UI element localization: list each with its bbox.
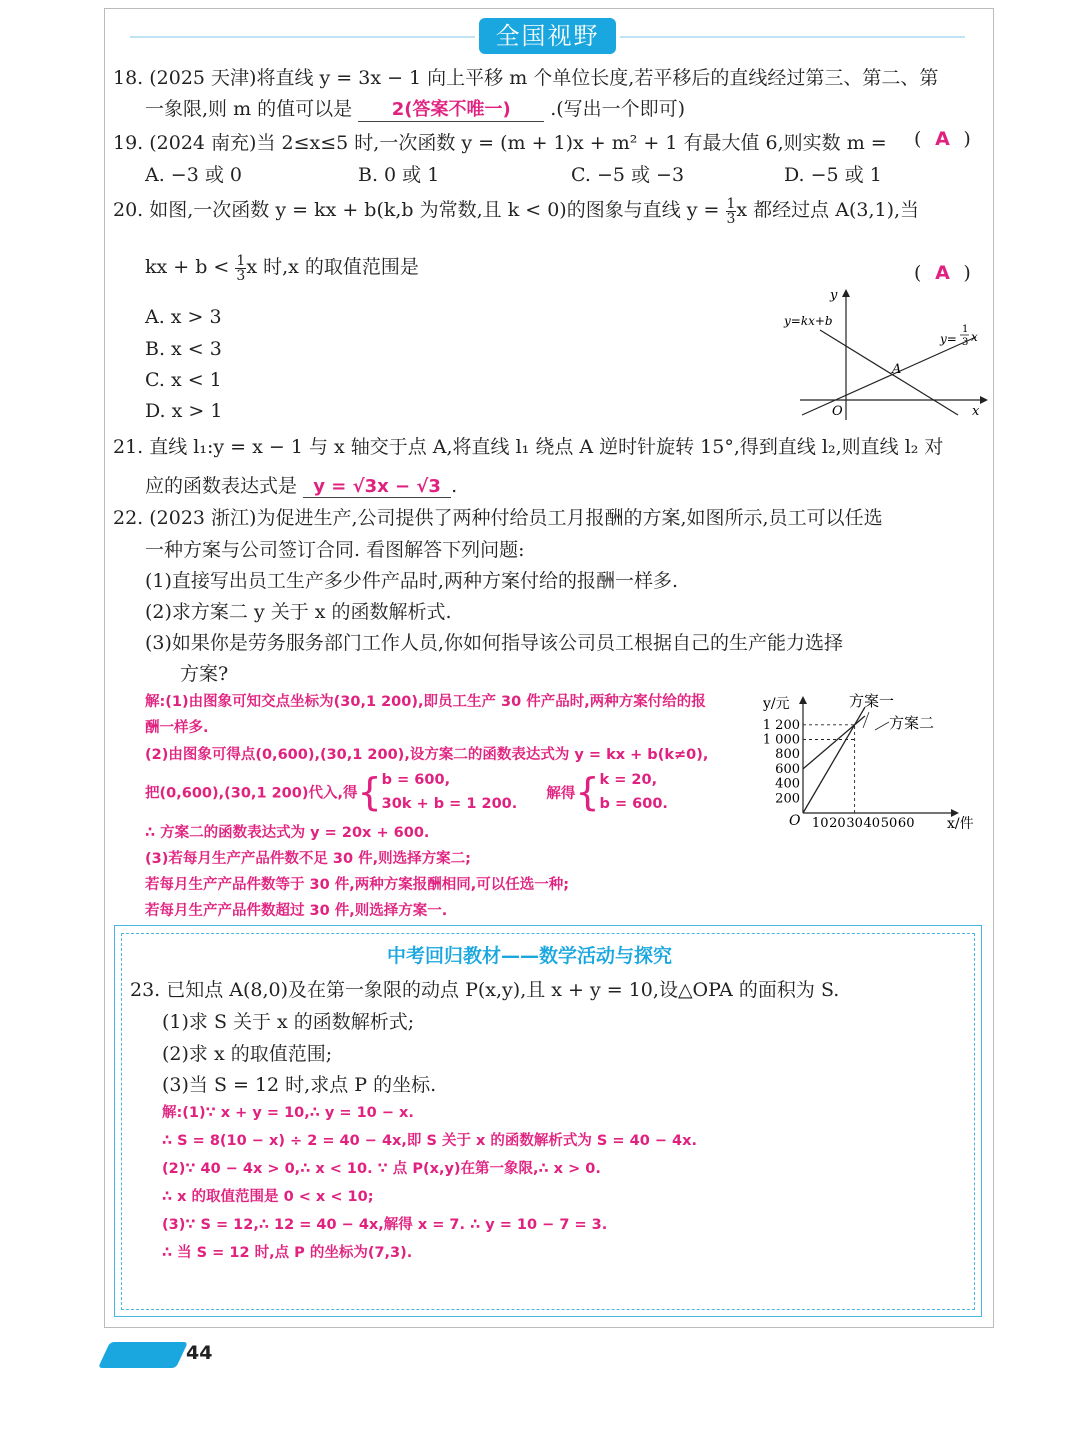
q22-sol-system <box>145 768 668 816</box>
q19-option-b: B. 0 或 1 <box>358 164 440 186</box>
q20-stem-pre: 20. 如图,一次函数 y = kx + b(k,b 为常数,且 k < 0)的图象与直线 y = <box>113 199 720 221</box>
q20-frac2-den: 3 <box>236 267 246 284</box>
q22-sol-line1: 解:(1)由图象可知交点坐标为(30,1 200),即员工生产 30 件产品时,两种方案付给的报 <box>145 694 706 710</box>
banner-rule-right <box>620 36 965 38</box>
q18-answer: 2(答案不唯一) <box>358 95 544 122</box>
q23-line1: 23. 已知点 A(8,0)及在第一象限的动点 P(x,y),且 x + y = 10,设△OPA 的面积为 S. <box>130 979 840 1001</box>
section-title: 中考回归教材——数学活动与探究 <box>387 945 673 967</box>
q22-system-2 <box>600 768 668 816</box>
q22-solve-label: 解得 <box>546 785 576 802</box>
q22-chart-series <box>803 707 865 813</box>
q22-x-tick-1: 20 <box>829 816 846 831</box>
q20-fraction <box>726 197 737 226</box>
q20-line-third <box>802 337 976 415</box>
q20-fraction-2 <box>235 254 246 283</box>
q23-sol-line3: (2)∵ 40 − 4x > 0,∴ x < 10. ∵ 点 P(x,y)在第一象限,∴ x > 0. <box>162 1161 601 1177</box>
q20-line2-label-pre: y= <box>940 332 957 346</box>
q22-y-tick-4: 400 <box>775 776 800 792</box>
banner-rule-left <box>130 36 475 38</box>
q22-chart <box>755 688 985 838</box>
q21-line2-pre: 应的函数表达式是 <box>145 475 298 497</box>
q20-frac-den: 3 <box>726 210 736 227</box>
q22-system-1 <box>382 768 518 816</box>
q20-y-label: y <box>830 288 838 303</box>
q22-x-tick-2: 30 <box>846 816 863 831</box>
q22-part1: (1)直接写出员工生产多少件产品时,两种方案付给的报酬一样多. <box>145 570 678 592</box>
q22-y-tick-2: 800 <box>775 747 800 763</box>
q22-y-arrow <box>799 696 807 704</box>
q19-option-c: C. −5 或 −3 <box>571 164 685 186</box>
q20-line-kxb <box>820 330 958 415</box>
q20-option-c: C. x < 1 <box>145 369 222 391</box>
q20-option-b: B. x < 3 <box>145 338 222 360</box>
q22-origin: O <box>789 813 801 829</box>
q21-answer: y = √3x − √3 <box>303 476 451 498</box>
q22-eq1: b = 600, <box>381 772 451 788</box>
q23-part3: (3)当 S = 12 时,求点 P 的坐标. <box>162 1074 437 1096</box>
q23-part2: (2)求 x 的取值范围; <box>162 1043 333 1065</box>
q19-answer-box: ( A ) <box>914 128 971 150</box>
q22-series1-line <box>803 707 865 813</box>
q19-option-a: A. −3 或 0 <box>145 164 242 186</box>
q22-y-tick-0: 1 200 <box>762 717 800 733</box>
q22-x-tick-3: 40 <box>863 816 881 831</box>
q20-graph <box>780 285 990 425</box>
q22-brace-1: { <box>357 770 382 814</box>
q20-y-arrow <box>842 289 850 297</box>
q21-line1: 21. 直线 l₁:y = x − 1 与 x 轴交于点 A,将直线 l₁ 绕点 A 逆时针旋转 15°,得到直线 l₂,则直线 l₂ 对 <box>113 436 944 458</box>
q20-stem-post: x 都经过点 A(3,1),当 <box>736 199 920 221</box>
q22-sol-line6: ∴ 方案二的函数表达式为 y = 20x + 600. <box>145 825 430 841</box>
q22-y-label: y/元 <box>763 696 790 712</box>
q22-line1: 22. (2023 浙江)为促进生产,公司提供了两种付给员工月报酬的方案,如图所示,员工可以任选 <box>113 507 883 529</box>
q23-sol-line5: (3)∵ S = 12,∴ 12 = 40 − 4x,解得 x = 7. ∴ y = 10 − 7 = 3. <box>162 1217 608 1233</box>
q22-series1-label: 方案一 <box>849 692 895 710</box>
q22-series2-leader <box>875 722 889 730</box>
q20-frac-num: 1 <box>726 195 736 212</box>
q22-y-ticks <box>763 718 800 807</box>
q20-line1-label: y=kx+b <box>784 314 833 328</box>
q22-series1-leader <box>863 712 869 728</box>
page-tab <box>98 1342 188 1368</box>
q20-line2-label-post: x <box>971 330 978 344</box>
q23-part1: (1)求 S 关于 x 的函数解析式; <box>162 1011 415 1033</box>
q22-sol-substitute: 把(0,600),(30,1 200)代入,得 <box>145 785 358 802</box>
q22-res2: b = 600. <box>599 796 668 812</box>
q22-x-tick-5: 60 <box>897 816 915 831</box>
q22-part3b: 方案? <box>180 663 229 685</box>
q22-sol-line3: (2)由图象可得点(0,600),(30,1 200),设方案二的函数表达式为 y = kx + b(k≠0), <box>145 747 709 763</box>
q20-point-a: A <box>892 362 902 377</box>
q22-y-tick-5: 200 <box>775 791 800 807</box>
section-banner: 全国视野 <box>479 18 616 54</box>
page-number: 44 <box>186 1342 213 1364</box>
q18-line2-post: .(写出一个即可) <box>550 98 686 120</box>
q22-sol-line8: 若每月生产产品件数等于 30 件,两种方案报酬相同,可以任选一种; <box>145 877 570 893</box>
q22-sol-line7: (3)若每月生产产品件数不足 30 件,则选择方案二; <box>145 851 471 867</box>
q20-line2-frac-den: 3 <box>962 337 969 348</box>
q20-x-label: x <box>972 404 980 419</box>
q22-part2: (2)求方案二 y 关于 x 的函数解析式. <box>145 601 452 623</box>
q21-line2: 应的函数表达式是 y = √3x − √3 . <box>145 475 458 497</box>
q22-eq2: 30k + b = 1 200. <box>381 796 518 812</box>
q23-sol-line4: ∴ x 的取值范围是 0 < x < 10; <box>162 1189 374 1205</box>
q22-x-label: x/件 <box>947 816 974 832</box>
q20-origin: O <box>832 404 843 419</box>
q19-option-d: D. −5 或 1 <box>784 164 882 186</box>
q23-sol-line6: ∴ 当 S = 12 时,点 P 的坐标为(7,3). <box>162 1245 413 1261</box>
q22-sol-line2: 酬一样多. <box>145 720 209 736</box>
q18-line1: 18. (2025 天津)将直线 y = 3x − 1 向上平移 m 个单位长度,若平移后的直线经过第三、第二、第 <box>113 67 939 89</box>
q22-y-tick-3: 600 <box>775 761 800 777</box>
q20-frac2-num: 1 <box>236 252 246 269</box>
q19-answer: A <box>935 128 950 150</box>
q22-res1: k = 20, <box>599 772 658 788</box>
q22-part3a: (3)如果你是劳务服务部门工作人员,你如何指导该公司员工根据自己的生产能力选择 <box>145 632 843 654</box>
q22-x-tick-0: 10 <box>811 816 829 831</box>
q18-line2 <box>145 94 685 122</box>
q23-sol-line1: 解:(1)∵ x + y = 10,∴ y = 10 − x. <box>162 1105 414 1121</box>
q20-option-a: A. x > 3 <box>145 306 222 328</box>
q20-option-d: D. x > 1 <box>145 400 223 422</box>
q20-line2-frac-num: 1 <box>962 324 969 335</box>
q20-answer: A <box>935 262 950 284</box>
q22-x-tick-4: 50 <box>880 816 898 831</box>
q18-line2-pre: 一象限,则 m 的值可以是 <box>145 98 353 120</box>
q20-line2 <box>145 252 419 283</box>
q22-x-ticks <box>812 816 915 831</box>
q22-sol-line9: 若每月生产产品件数超过 30 件,则选择方案一. <box>145 903 448 919</box>
q20-line2-pre: kx + b < <box>145 256 230 278</box>
q20-x-arrow <box>980 396 988 404</box>
q20-stem <box>113 195 919 226</box>
q20-line2-post: x 时,x 的取值范围是 <box>246 256 419 278</box>
q22-line2: 一种方案与公司签订合同. 看图解答下列问题: <box>145 539 525 561</box>
q20-answer-box: ( A ) <box>914 262 971 284</box>
q19-stem: 19. (2024 南充)当 2≤x≤5 时,一次函数 y = (m + 1)x + m² + 1 有最大值 6,则实数 m = <box>113 132 887 154</box>
q22-series2-label: 方案二 <box>889 714 935 732</box>
q22-y-tick-1: 1 000 <box>762 732 800 748</box>
q22-brace-2: { <box>575 770 600 814</box>
q23-sol-line2: ∴ S = 8(10 − x) ÷ 2 = 40 − 4x,即 S 关于 x 的函数解析式为 S = 40 − 4x. <box>162 1133 697 1149</box>
